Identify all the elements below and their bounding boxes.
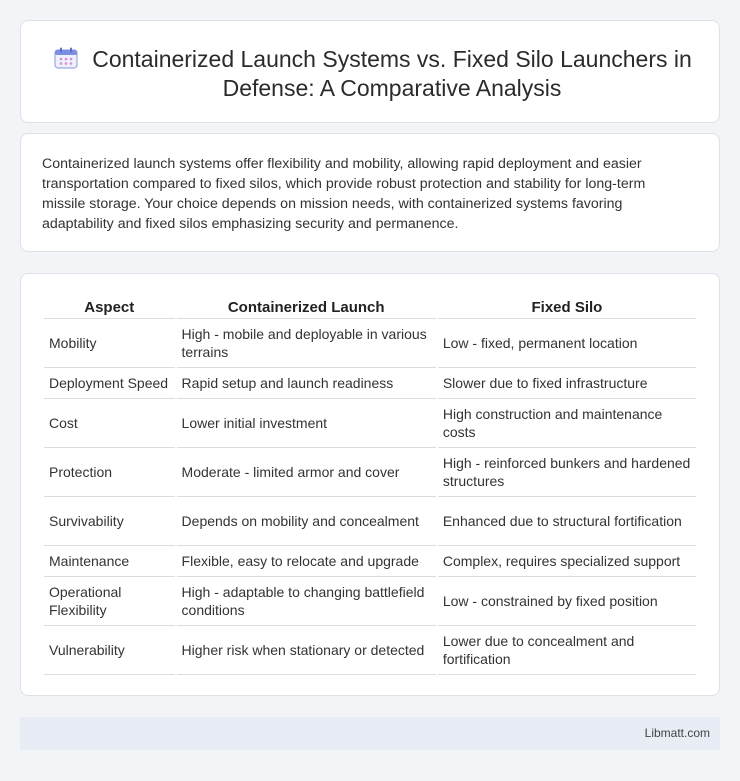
comparison-card bbox=[20, 273, 720, 696]
containerized-cell: High - mobile and deployable in various terrains bbox=[177, 319, 436, 368]
table-row bbox=[44, 577, 696, 626]
comparison-table bbox=[42, 296, 698, 675]
header-fixed-silo: Fixed Silo bbox=[438, 296, 696, 319]
fixed-silo-cell: Complex, requires specialized support bbox=[438, 546, 696, 577]
footer-site-link[interactable]: Libmatt.com bbox=[644, 726, 710, 740]
aspect-cell: Deployment Speed bbox=[44, 368, 175, 399]
containerized-cell: Depends on mobility and concealment bbox=[177, 497, 436, 546]
containerized-cell: Moderate - limited armor and cover bbox=[177, 448, 436, 497]
containerized-cell: Flexible, easy to relocate and upgrade bbox=[177, 546, 436, 577]
intro-paragraph: Containerized launch systems offer flexibility and mobility, allowing rapid deployment and easier transportation compared to fixed silos, which provide robust protection and stability for long-term missile storage. Your choice depends on mission needs, with containerized systems favoring adaptability and fixed silos emphasizing security and permanence. bbox=[42, 156, 646, 232]
fixed-silo-cell: High - reinforced bunkers and hardened structures bbox=[438, 448, 696, 497]
table-row bbox=[44, 448, 696, 497]
aspect-cell: Protection bbox=[44, 448, 175, 497]
table-header-row bbox=[44, 296, 696, 319]
containerized-cell: High - adaptable to changing battlefield conditions bbox=[177, 577, 436, 626]
header-aspect: Aspect bbox=[44, 296, 175, 319]
table-row bbox=[44, 368, 696, 399]
table-row bbox=[44, 497, 696, 546]
table-row bbox=[44, 319, 696, 368]
fixed-silo-cell: Low - fixed, permanent location bbox=[438, 319, 696, 368]
fixed-silo-cell: Low - constrained by fixed position bbox=[438, 577, 696, 626]
aspect-cell: Maintenance bbox=[44, 546, 175, 577]
intro-card bbox=[20, 133, 720, 252]
containerized-cell: Rapid setup and launch readiness bbox=[177, 368, 436, 399]
fixed-silo-cell: Lower due to concealment and fortification bbox=[438, 626, 696, 675]
table-row bbox=[44, 546, 696, 577]
fixed-silo-cell: Slower due to fixed infrastructure bbox=[438, 368, 696, 399]
aspect-cell: Cost bbox=[44, 399, 175, 448]
footer-bar bbox=[20, 717, 720, 750]
fixed-silo-cell: Enhanced due to structural fortification bbox=[438, 497, 696, 546]
table-row bbox=[44, 626, 696, 675]
aspect-cell: Vulnerability bbox=[44, 626, 175, 675]
title-card bbox=[20, 20, 720, 123]
aspect-cell: Survivability bbox=[44, 497, 175, 546]
page-title: Containerized Launch Systems vs. Fixed Silo Launchers in Defense: A Comparative Analysis bbox=[92, 46, 692, 101]
containerized-cell: Lower initial investment bbox=[177, 399, 436, 448]
header-containerized: Containerized Launch bbox=[177, 296, 436, 319]
containerized-cell: Higher risk when stationary or detected bbox=[177, 626, 436, 675]
aspect-cell: Mobility bbox=[44, 319, 175, 368]
table-row bbox=[44, 399, 696, 448]
fixed-silo-cell: High construction and maintenance costs bbox=[438, 399, 696, 448]
aspect-cell: Operational Flexibility bbox=[44, 577, 175, 626]
